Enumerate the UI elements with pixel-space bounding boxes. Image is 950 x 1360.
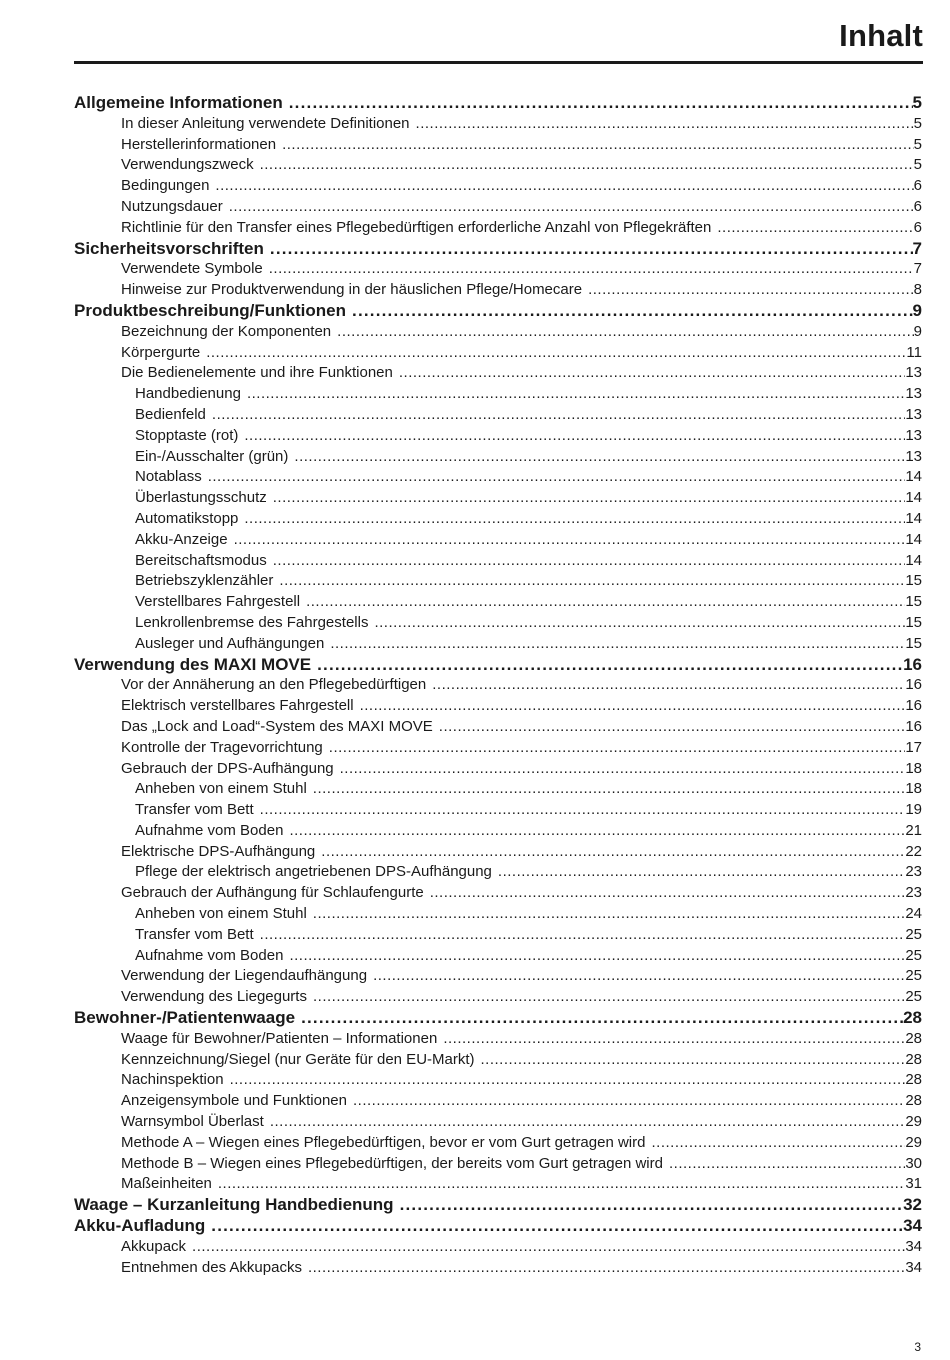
page-title: Inhalt	[839, 18, 923, 53]
toc-entry-label: Notablass	[135, 468, 202, 486]
toc-leader-dots	[651, 1133, 905, 1154]
header-rule	[74, 61, 923, 64]
toc-leader-dots	[215, 176, 913, 197]
toc-subsubsection[interactable]	[74, 551, 922, 572]
toc-entry-page: 24	[905, 905, 922, 923]
toc-entry-label: Nachinspektion	[121, 1071, 224, 1089]
toc-leader-dots	[588, 280, 914, 301]
toc-entry-label: Aufnahme vom Boden	[135, 946, 284, 964]
toc-leader-dots	[498, 862, 905, 883]
toc-subsubsection[interactable]	[74, 509, 922, 530]
toc-entry-page: 14	[905, 468, 922, 486]
toc-entry-page: 9	[912, 300, 922, 320]
toc-section[interactable]	[74, 93, 922, 114]
toc-entry-page: 15	[905, 572, 922, 590]
toc-entry-page: 23	[905, 863, 922, 881]
toc-leader-dots	[399, 363, 905, 384]
toc-subsection[interactable]	[74, 218, 922, 239]
toc-entry-page: 5	[913, 114, 922, 132]
toc-entry-label: Lenkrollenbremse des Fahrgestells	[135, 613, 369, 631]
toc-leader-dots	[247, 384, 905, 405]
toc-subsubsection[interactable]	[74, 467, 922, 488]
toc-entry-label: Verwendete Symbole	[121, 260, 263, 278]
toc-entry-page: 29	[905, 1113, 922, 1131]
toc-entry-page: 16	[903, 654, 922, 674]
toc-entry-label: Methode B – Wiegen eines Pflegebedürftigen, der bereits vom Gurt getragen wird	[121, 1154, 663, 1172]
toc-entry-label: Akku-Aufladung	[74, 1216, 206, 1236]
toc-entry-page: 16	[905, 676, 922, 694]
toc-entry-label: Automatikstopp	[135, 509, 239, 527]
toc-entry-label: Bedingungen	[121, 177, 210, 195]
toc-entry-page: 25	[905, 988, 922, 1006]
toc-entry-page: 7	[913, 260, 922, 278]
toc-leader-dots	[717, 218, 913, 239]
toc-entry-page: 7	[912, 238, 922, 258]
toc-entry-label: Verstellbares Fahrgestell	[135, 593, 301, 611]
toc-leader-dots	[260, 155, 914, 176]
toc-subsection[interactable]	[74, 363, 922, 384]
toc-entry-label: Verwendung des MAXI MOVE	[74, 654, 312, 674]
toc-subsection[interactable]	[74, 197, 922, 218]
toc-entry-label: Waage – Kurzanleitung Handbedienung	[74, 1195, 394, 1215]
toc-leader-dots	[273, 488, 906, 509]
toc-leader-dots	[234, 530, 906, 551]
toc-entry-page: 13	[905, 385, 922, 403]
toc-leader-dots	[208, 467, 906, 488]
toc-subsection[interactable]	[74, 1091, 922, 1112]
toc-leader-dots	[269, 259, 914, 280]
toc-entry-label: Kennzeichnung/Siegel (nur Geräte für den EU-Markt)	[121, 1050, 475, 1068]
toc-entry-label: Richtlinie für den Transfer eines Pflegebedürftigen erforderliche Anzahl von Pflegekräften	[121, 218, 712, 236]
toc-subsection[interactable]	[74, 1050, 922, 1071]
toc-entry-label: Waage für Bewohner/Patienten – Informationen	[121, 1029, 438, 1047]
toc-leader-dots	[313, 987, 905, 1008]
toc-leader-dots	[212, 405, 905, 426]
toc-subsubsection[interactable]	[74, 405, 922, 426]
toc-entry-label: Entnehmen des Akkupacks	[121, 1258, 302, 1276]
toc-entry-label: Ausleger und Aufhängungen	[135, 634, 325, 652]
toc-entry-page: 16	[905, 697, 922, 715]
toc-leader-dots	[270, 239, 913, 260]
toc-entry-label: Körpergurte	[121, 343, 201, 361]
toc-leader-dots	[260, 800, 906, 821]
toc-leader-dots	[340, 759, 906, 780]
toc-subsection[interactable]	[74, 343, 922, 364]
toc-entry-page: 22	[905, 842, 922, 860]
toc-subsection[interactable]	[74, 717, 922, 738]
toc-leader-dots	[430, 883, 906, 904]
toc-entry-label: Akku-Anzeige	[135, 530, 228, 548]
toc-entry-label: Anzeigensymbole und Funktionen	[121, 1092, 347, 1110]
toc-entry-label: Produktbeschreibung/Funktionen	[74, 300, 347, 320]
toc-subsection[interactable]	[74, 114, 922, 135]
toc-subsection[interactable]	[74, 883, 922, 904]
toc-entry-label: Akkupack	[121, 1237, 187, 1255]
toc-entry-page: 15	[905, 613, 922, 631]
toc-entry-page: 14	[905, 509, 922, 527]
toc-leader-dots	[211, 1216, 903, 1237]
toc-entry-page: 13	[905, 405, 922, 423]
toc-subsection[interactable]	[74, 135, 922, 156]
toc-leader-dots	[443, 1029, 905, 1050]
toc-entry-label: Bedienfeld	[135, 405, 206, 423]
toc-leader-dots	[439, 717, 906, 738]
toc-subsubsection[interactable]	[74, 613, 922, 634]
toc-entry-label: Verwendung der Liegendaufhängung	[121, 967, 368, 985]
toc-section[interactable]	[74, 1195, 922, 1216]
toc-entry-label: Hinweise zur Produktverwendung in der häuslichen Pflege/Homecare	[121, 281, 583, 299]
toc-subsubsection[interactable]	[74, 426, 922, 447]
toc-entry-label: Transfer vom Bett	[135, 801, 254, 819]
toc-leader-dots	[374, 613, 905, 634]
toc-subsubsection[interactable]	[74, 862, 922, 883]
toc-entry-label: Gebrauch der DPS-Aufhängung	[121, 759, 334, 777]
toc-leader-dots	[321, 842, 905, 863]
toc-entry-page: 19	[905, 801, 922, 819]
toc-subsubsection[interactable]	[74, 946, 922, 967]
toc-subsection[interactable]	[74, 1112, 922, 1133]
toc-entry-label: Überlastungsschutz	[135, 489, 267, 507]
toc-section[interactable]	[74, 239, 922, 260]
toc-entry-label: Ein-/Ausschalter (grün)	[135, 447, 289, 465]
toc-entry-page: 14	[905, 489, 922, 507]
toc-subsubsection[interactable]	[74, 530, 922, 551]
toc-entry-label: Herstellerinformationen	[121, 135, 277, 153]
toc-entry-page: 8	[913, 281, 922, 299]
toc-leader-dots	[273, 551, 906, 572]
toc-subsubsection[interactable]	[74, 571, 922, 592]
toc-entry-label: Bewohner-/Patientenwaage	[74, 1008, 296, 1028]
toc-leader-dots	[337, 322, 914, 343]
toc-leader-dots	[294, 447, 905, 468]
toc-entry-page: 29	[905, 1133, 922, 1151]
toc-subsubsection[interactable]	[74, 634, 922, 655]
toc-subsection[interactable]	[74, 1029, 922, 1050]
toc-subsubsection[interactable]	[74, 800, 922, 821]
toc-leader-dots	[282, 135, 914, 156]
toc-subsection[interactable]	[74, 987, 922, 1008]
toc-entry-label: Allgemeine Informationen	[74, 93, 283, 112]
toc-leader-dots	[244, 509, 905, 530]
toc-entry-page: 6	[913, 218, 922, 236]
toc-entry-label: Transfer vom Bett	[135, 925, 254, 943]
toc-leader-dots	[218, 1174, 905, 1195]
toc-entry-page: 32	[903, 1195, 922, 1215]
toc-subsection[interactable]	[74, 1258, 922, 1279]
toc-entry-label: Nutzungsdauer	[121, 197, 223, 215]
toc-subsection[interactable]	[74, 280, 922, 301]
toc-leader-dots	[669, 1154, 905, 1175]
toc-entry-label: Die Bedienelemente und ihre Funktionen	[121, 364, 393, 382]
toc-entry-page: 25	[905, 925, 922, 943]
toc-leader-dots	[260, 925, 906, 946]
toc-entry-page: 28	[905, 1050, 922, 1068]
toc-section[interactable]	[74, 655, 922, 676]
toc-leader-dots	[229, 197, 914, 218]
toc-entry-page: 21	[905, 821, 922, 839]
toc-entry-page: 5	[913, 156, 922, 174]
toc-leader-dots	[308, 1258, 905, 1279]
toc-entry-page: 28	[905, 1092, 922, 1110]
toc-section[interactable]	[74, 1008, 922, 1029]
toc-entry-page: 34	[905, 1237, 922, 1255]
toc-entry-page: 16	[905, 717, 922, 735]
toc-entry-label: Handbedienung	[135, 385, 241, 403]
toc-entry-page: 9	[913, 322, 922, 340]
toc-entry-page: 14	[905, 551, 922, 569]
toc-subsubsection[interactable]	[74, 447, 922, 468]
toc-leader-dots	[353, 1091, 905, 1112]
toc-entry-page: 23	[905, 884, 922, 902]
toc-entry-page: 14	[905, 530, 922, 548]
toc-leader-dots	[289, 821, 905, 842]
toc-subsection[interactable]	[74, 675, 922, 696]
toc-entry-page: 25	[905, 946, 922, 964]
toc-leader-dots	[270, 1112, 905, 1133]
toc-subsubsection[interactable]	[74, 904, 922, 925]
toc-leader-dots	[400, 1195, 904, 1216]
toc-entry-page: 31	[905, 1175, 922, 1193]
toc-section[interactable]	[74, 1216, 922, 1237]
toc-leader-dots	[481, 1050, 906, 1071]
toc-entry-page: 30	[905, 1154, 922, 1172]
toc-entry-page: 18	[905, 759, 922, 777]
toc-entry-label: Aufnahme vom Boden	[135, 821, 284, 839]
toc-entry-page: 28	[905, 1071, 922, 1089]
toc-entry-page: 28	[905, 1029, 922, 1047]
toc-leader-dots	[313, 779, 906, 800]
toc-leader-dots	[432, 675, 905, 696]
toc-subsection[interactable]	[74, 842, 922, 863]
toc-entry-label: Bereitschaftsmodus	[135, 551, 267, 569]
toc-subsection[interactable]	[74, 966, 922, 987]
toc-subsection[interactable]	[74, 1237, 922, 1258]
toc-leader-dots	[244, 426, 905, 447]
toc-entry-page: 34	[903, 1216, 922, 1236]
toc-subsection[interactable]	[74, 759, 922, 780]
toc-subsubsection[interactable]	[74, 779, 922, 800]
toc-leader-dots	[206, 343, 906, 364]
toc-subsubsection[interactable]	[74, 821, 922, 842]
table-of-contents	[74, 93, 922, 1278]
toc-subsubsection[interactable]	[74, 592, 922, 613]
toc-leader-dots	[230, 1070, 906, 1091]
toc-entry-label: Kontrolle der Tragevorrichtung	[121, 738, 323, 756]
toc-entry-label: Das „Lock and Load“-System des MAXI MOVE	[121, 717, 433, 735]
toc-entry-label: Elektrische DPS-Aufhängung	[121, 842, 316, 860]
toc-entry-label: In dieser Anleitung verwendete Definitionen	[121, 114, 410, 132]
toc-entry-label: Vor der Annäherung an den Pflegebedürftigen	[121, 676, 427, 694]
toc-subsection[interactable]	[74, 1070, 922, 1091]
toc-entry-label: Gebrauch der Aufhängung für Schlaufengurte	[121, 884, 424, 902]
toc-entry-label: Anheben von einem Stuhl	[135, 905, 307, 923]
toc-entry-page: 34	[905, 1258, 922, 1276]
toc-subsection[interactable]	[74, 1174, 922, 1195]
toc-entry-label: Stopptaste (rot)	[135, 426, 239, 444]
toc-subsection[interactable]	[74, 176, 922, 197]
toc-entry-label: Sicherheitsvorschriften	[74, 238, 264, 258]
toc-leader-dots	[317, 655, 903, 676]
toc-subsection[interactable]	[74, 738, 922, 759]
page-number: 3	[914, 1340, 921, 1354]
toc-entry-page: 25	[905, 967, 922, 985]
toc-entry-label: Pflege der elektrisch angetriebenen DPS-Aufhängung	[135, 863, 492, 881]
toc-entry-label: Verwendungszweck	[121, 156, 254, 174]
toc-entry-page: 17	[905, 738, 922, 756]
toc-section[interactable]	[74, 301, 922, 322]
toc-entry-label: Betriebszyklenzähler	[135, 572, 274, 590]
toc-entry-page: 18	[905, 780, 922, 798]
toc-entry-label: Maßeinheiten	[121, 1175, 212, 1193]
toc-leader-dots	[279, 571, 905, 592]
toc-entry-page: 13	[905, 426, 922, 444]
toc-leader-dots	[360, 696, 906, 717]
toc-leader-dots	[289, 946, 905, 967]
toc-leader-dots	[352, 301, 913, 322]
toc-entry-page: 6	[913, 197, 922, 215]
toc-leader-dots	[330, 634, 905, 655]
toc-entry-page: 13	[905, 447, 922, 465]
toc-entry-label: Bezeichnung der Komponenten	[121, 322, 332, 340]
toc-subsection[interactable]	[74, 155, 922, 176]
toc-subsubsection[interactable]	[74, 384, 922, 405]
toc-entry-page: 5	[912, 93, 922, 112]
toc-subsubsection[interactable]	[74, 925, 922, 946]
toc-subsubsection[interactable]	[74, 488, 922, 509]
toc-leader-dots	[306, 592, 905, 613]
toc-entry-label: Verwendung des Liegegurts	[121, 988, 307, 1006]
toc-leader-dots	[416, 114, 914, 135]
toc-entry-page: 11	[906, 343, 922, 361]
toc-entry-page: 5	[913, 135, 922, 153]
toc-entry-label: Anheben von einem Stuhl	[135, 780, 307, 798]
toc-leader-dots	[329, 738, 906, 759]
toc-leader-dots	[301, 1008, 903, 1029]
toc-entry-label: Warnsymbol Überlast	[121, 1113, 264, 1131]
toc-leader-dots	[192, 1237, 905, 1258]
toc-subsection[interactable]	[74, 1133, 922, 1154]
toc-entry-label: Methode A – Wiegen eines Pflegebedürftigen, bevor er vom Gurt getragen wird	[121, 1133, 646, 1151]
toc-entry-page: 6	[913, 177, 922, 195]
toc-leader-dots	[313, 904, 906, 925]
toc-entry-page: 13	[905, 364, 922, 382]
toc-subsection[interactable]	[74, 322, 922, 343]
toc-leader-dots	[289, 93, 913, 114]
toc-subsection[interactable]	[74, 259, 922, 280]
toc-entry-page: 28	[903, 1008, 922, 1028]
toc-entry-page: 15	[905, 593, 922, 611]
toc-entry-label: Elektrisch verstellbares Fahrgestell	[121, 697, 354, 715]
toc-entry-page: 15	[905, 634, 922, 652]
toc-subsection[interactable]	[74, 1154, 922, 1175]
toc-subsection[interactable]	[74, 696, 922, 717]
toc-leader-dots	[373, 966, 905, 987]
